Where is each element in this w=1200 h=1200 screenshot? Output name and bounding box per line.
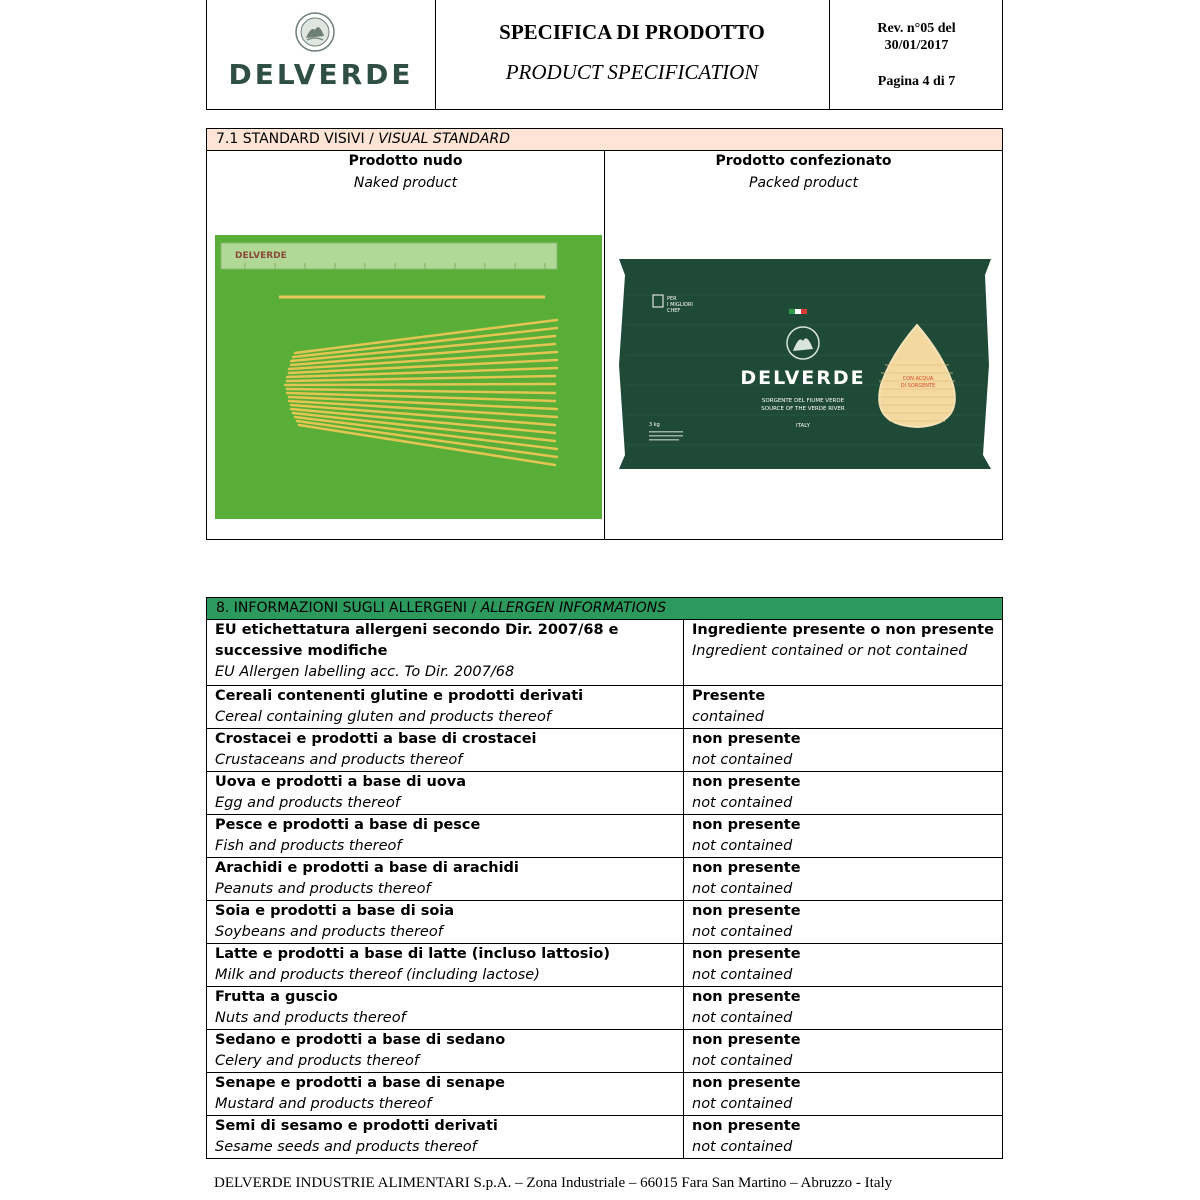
table-row [207, 1030, 1002, 1073]
allergen-status: Presente [692, 688, 766, 704]
table-row [207, 729, 1002, 772]
allergen-status-en: not contained [692, 1139, 793, 1155]
visual-heading-en: VISUAL STANDARD [378, 131, 510, 147]
allergen-name-en: Nuts and products thereof [215, 1010, 406, 1026]
allergen-name-en: Cereal containing gluten and products thereof [215, 709, 551, 725]
allergen-status: non presente [692, 817, 801, 833]
allergen-name: Semi di sesamo e prodotti derivati [215, 1118, 498, 1134]
brand-logo: DELVERDE [228, 58, 414, 91]
allergen-name: Sedano e prodotti a base di sedano [215, 1032, 506, 1048]
allergen-status-en: not contained [692, 967, 793, 983]
table-row [207, 1073, 1002, 1116]
table-row [207, 772, 1002, 815]
packed-product-column [605, 151, 1002, 539]
header-right-it: Ingrediente presente o non presente [692, 622, 994, 638]
table-row [207, 686, 1002, 729]
allergen-name-en: Sesame seeds and products thereof [215, 1139, 477, 1155]
allergen-name: Crostacei e prodotti a base di crostacei [215, 731, 537, 747]
revision-date: 30/01/2017 [884, 38, 949, 53]
svg-text:3 kg: 3 kg [649, 422, 660, 428]
allergen-section [206, 597, 1003, 1159]
allergen-name-en: Crustaceans and products thereof [215, 752, 463, 768]
allergen-status: non presente [692, 989, 801, 1005]
allergen-status: non presente [692, 860, 801, 876]
svg-text:CHEF: CHEF [667, 308, 681, 314]
header-right-en: Ingredient contained or not contained [692, 643, 968, 659]
title-cell [435, 0, 830, 109]
allergen-status-en: not contained [692, 838, 793, 854]
allergen-name-en: Peanuts and products thereof [215, 881, 431, 897]
naked-pasta-photo [215, 235, 602, 519]
table-row [207, 815, 1002, 858]
allergen-status-en: not contained [692, 881, 793, 897]
allergen-status-en: contained [692, 709, 764, 725]
allergen-name-en: Egg and products thereof [215, 795, 400, 811]
logo-cell [207, 0, 436, 109]
revision-number: Rev. n°05 del [877, 21, 956, 36]
allergen-status-en: not contained [692, 1096, 793, 1112]
allergen-name-en: Soybeans and products thereof [215, 924, 443, 940]
header-left-en: EU Allergen labelling acc. To Dir. 2007/68 [215, 664, 515, 680]
ruler-brand: DELVERDE [235, 251, 287, 261]
allergen-status: non presente [692, 946, 801, 962]
allergen-status-en: not contained [692, 1010, 793, 1026]
delverde-seal-icon [295, 12, 335, 52]
naked-product-label: Prodotto nudo [348, 153, 463, 169]
allergen-heading [207, 598, 1002, 620]
title-italian: SPECIFICA DI PRODOTTO [499, 20, 765, 44]
allergen-status: non presente [692, 1032, 801, 1048]
allergen-status: non presente [692, 774, 801, 790]
allergen-name-en: Celery and products thereof [215, 1053, 419, 1069]
packed-pasta-photo [613, 255, 997, 473]
packed-product-label-en: Packed product [749, 175, 858, 191]
allergen-header-row [207, 620, 1002, 686]
allergen-heading-en: ALLERGEN INFORMATIONS [480, 600, 667, 616]
allergen-status: non presente [692, 1118, 801, 1134]
table-row [207, 901, 1002, 944]
allergen-rows [207, 686, 1002, 1158]
allergen-heading-it: 8. INFORMAZIONI SUGLI ALLERGENI / [216, 600, 481, 616]
package-brand: DELVERDE [740, 367, 866, 389]
visual-heading-it: 7.1 STANDARD VISIVI / [216, 131, 379, 147]
allergen-status: non presente [692, 1075, 801, 1091]
header-left-it: EU etichettatura allergeni secondo Dir. 2007/68 e successive modifiche [215, 622, 619, 659]
svg-text:CON ACQUA: CON ACQUA [902, 376, 934, 382]
allergen-name: Soia e prodotti a base di soia [215, 903, 455, 919]
table-row [207, 987, 1002, 1030]
allergen-status: non presente [692, 903, 801, 919]
visual-standard-heading [207, 129, 1002, 151]
table-row [207, 944, 1002, 987]
allergen-status-en: not contained [692, 1053, 793, 1069]
allergen-status-en: not contained [692, 752, 793, 768]
svg-text:I MIGLIORI: I MIGLIORI [667, 302, 693, 308]
svg-text:SOURCE OF THE VERDE RIVER: SOURCE OF THE VERDE RIVER [761, 406, 845, 412]
svg-text:SORGENTE DEL FIUME VERDE: SORGENTE DEL FIUME VERDE [761, 398, 845, 404]
document-header [206, 0, 1003, 110]
allergen-name-en: Fish and products thereof [215, 838, 402, 854]
svg-text:PER: PER [667, 296, 677, 302]
allergen-name-en: Mustard and products thereof [215, 1096, 432, 1112]
page-footer: DELVERDE INDUSTRIE ALIMENTARI S.p.A. – Zona Industriale – 66015 Fara San Martino – Abruzzo - Italy [214, 1175, 893, 1191]
allergen-name: Arachidi e prodotti a base di arachidi [215, 860, 519, 876]
svg-text:DI SORGENTE: DI SORGENTE [900, 383, 936, 389]
title-english: PRODUCT SPECIFICATION [505, 60, 759, 84]
allergen-name-en: Milk and products thereof (including lactose) [215, 967, 540, 983]
revision-cell [830, 0, 1003, 109]
naked-product-label-en: Naked product [353, 175, 458, 191]
allergen-status: non presente [692, 731, 801, 747]
table-row [207, 1116, 1002, 1158]
package-seal-icon [787, 327, 819, 359]
allergen-name: Latte e prodotti a base di latte (incluso lattosio) [215, 946, 610, 962]
svg-text:ITALY: ITALY [795, 423, 811, 429]
italian-flag-icon [789, 309, 807, 314]
allergen-name: Senape e prodotti a base di senape [215, 1075, 505, 1091]
allergen-status-en: not contained [692, 795, 793, 811]
table-row [207, 858, 1002, 901]
allergen-name: Frutta a guscio [215, 989, 338, 1005]
allergen-name: Uova e prodotti a base di uova [215, 774, 467, 790]
packed-product-label: Prodotto confezionato [715, 153, 892, 169]
revision-info [830, 20, 1003, 54]
allergen-name: Pesce e prodotti a base di pesce [215, 817, 481, 833]
naked-product-column [207, 151, 605, 539]
page-number: Pagina 4 di 7 [877, 74, 956, 89]
allergen-name: Cereali contenenti glutine e prodotti derivati [215, 688, 584, 704]
visual-standard-section [206, 128, 1003, 540]
allergen-status-en: not contained [692, 924, 793, 940]
